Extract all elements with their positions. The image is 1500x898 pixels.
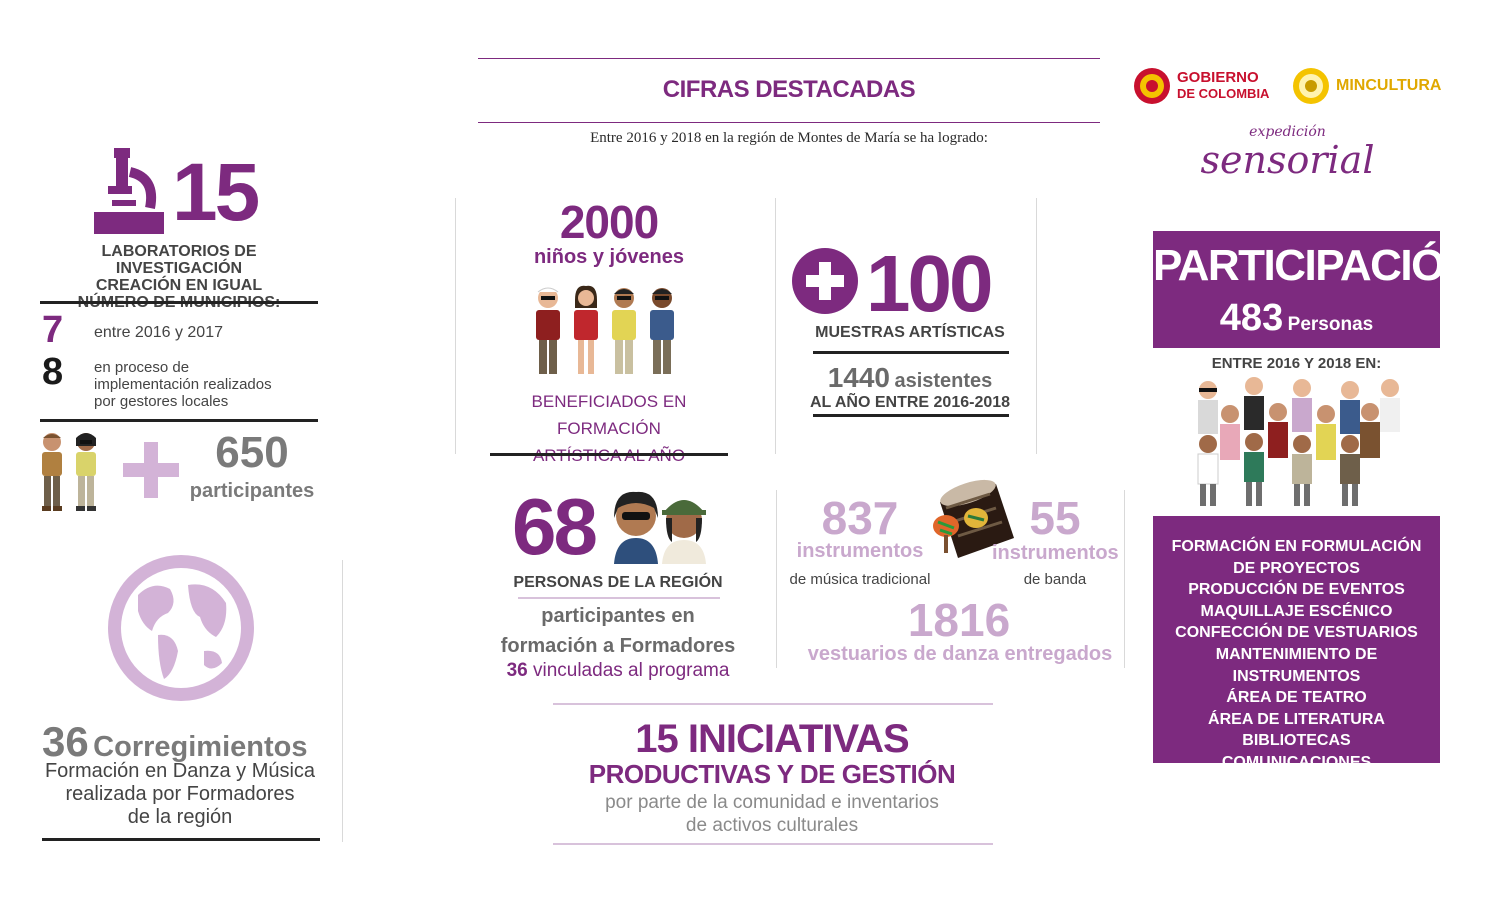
labs-stat2-number: 8 xyxy=(42,351,64,393)
participacion-list-item: MANTENIMIENTO DE INSTRUMENTOS xyxy=(1215,645,1378,685)
mincultura-logo-text: MINCULTURA xyxy=(1336,77,1442,94)
participacion-count: 483 Personas xyxy=(1219,297,1374,339)
participacion-list-item: DE PROYECTOS xyxy=(1233,559,1360,577)
participacion-period: ENTRE 2016 Y 2018 EN: xyxy=(1211,355,1382,372)
colombia-seal-icon xyxy=(1133,67,1171,105)
muestras-rule-2 xyxy=(813,414,1009,417)
muestras-number: 100 xyxy=(866,239,991,328)
participacion-list-item: ÁREA DE TEATRO xyxy=(1226,689,1367,707)
instruments-right-divider xyxy=(1124,490,1125,668)
two-people-icon xyxy=(38,430,104,512)
banda-label: instrumentos xyxy=(992,542,1119,564)
participacion-list-item: FORMACIÓN EN FORMULACIÓN xyxy=(1171,538,1422,555)
iniciativas-title: 15 INICIATIVAS xyxy=(635,717,909,761)
formadores-description: participantes en formación a Formadores xyxy=(500,605,736,657)
participacion-list-item: BIBLIOTECAS xyxy=(1242,732,1351,750)
trad-label: instrumentos xyxy=(796,540,924,562)
plus-circle-icon xyxy=(792,248,858,314)
vestuarios-label: vestuarios de danza entregados xyxy=(807,643,1113,665)
formadores-rule xyxy=(518,597,720,599)
participants-number: 650 xyxy=(215,428,289,477)
attendees-period: AL AÑO ENTRE 2016-2018 xyxy=(809,394,1011,411)
muestras-label: MUESTRAS ARTÍSTICAS xyxy=(815,324,1005,341)
page-title: CIFRAS DESTACADAS xyxy=(662,76,916,103)
labs-number: 15 xyxy=(172,147,258,238)
expedicion-logo-big: sensorial xyxy=(1200,138,1375,182)
formadores-label: PERSONAS DE LA REGIÓN xyxy=(513,574,723,591)
plus-icon xyxy=(123,442,179,498)
mincultura-seal-icon xyxy=(1292,67,1330,105)
ninos-label: niños y jóvenes xyxy=(533,246,685,268)
participants-label: participantes xyxy=(189,480,315,502)
participacion-title: PARTICIPACIÓN xyxy=(1153,241,1475,290)
header-bottom-rule xyxy=(478,122,1100,123)
iniciativas-bottom-rule xyxy=(553,843,993,845)
two-formadores-icon xyxy=(610,488,708,564)
expedicion-logo-small: expedición xyxy=(1249,124,1326,140)
center-right-divider xyxy=(1036,198,1037,454)
corregimientos-heading: 36 Corregimientos xyxy=(42,718,308,765)
center-left-divider xyxy=(455,198,456,454)
participacion-list-item: MAQUILLAJE ESCÉNICO xyxy=(1200,602,1393,620)
labs-stat2-text: en proceso de implementación realizados por gestores locales xyxy=(94,359,272,410)
participacion-list-item: COMUNICACIONES xyxy=(1221,753,1372,771)
muestras-rule-1 xyxy=(813,351,1009,354)
ninos-description: BENEFICIADOS EN FORMACIÓN xyxy=(531,392,687,438)
ninos-number: 2000 xyxy=(559,196,659,248)
gobierno-logo-text: GOBIERNO DE COLOMBIA xyxy=(1177,69,1270,101)
participacion-list-item: ÁREA DE LITERATURA xyxy=(1208,710,1385,728)
center-mid-divider xyxy=(775,198,776,454)
labs-stat1-text: entre 2016 y 2017 xyxy=(94,324,223,341)
iniciativas-subtitle: PRODUCTIVAS Y DE GESTIÓN xyxy=(588,759,956,789)
participacion-list-box xyxy=(1153,516,1440,771)
labs-description: LABORATORIOS DE INVESTIGACIÓN CREACIÓN EN IGUAL xyxy=(95,243,263,294)
participacion-header-box xyxy=(1153,231,1475,348)
corregimientos-description: Formación en Danza y Música realizada por Formadores de la región xyxy=(44,760,316,828)
trad-description: de música tradicional xyxy=(789,571,931,588)
participacion-list-item: CONFECCIÓN DE VESTUARIOS xyxy=(1175,624,1418,642)
participacion-list-item: PRODUCCIÓN DE EVENTOS xyxy=(1188,581,1405,599)
banda-description: de banda xyxy=(1023,571,1087,588)
attendees-line: 1440 asistentes xyxy=(827,362,993,393)
left-divider xyxy=(342,560,343,842)
labs-stat1-number: 7 xyxy=(42,309,64,351)
banda-number: 55 xyxy=(1029,492,1081,544)
microscope-icon xyxy=(94,148,164,234)
header-top-rule xyxy=(478,58,1100,59)
children-group-icon xyxy=(532,284,684,382)
formadores-linked: 36 vinculadas al programa xyxy=(506,660,730,681)
crowd-icon xyxy=(1190,374,1405,508)
ninos-rule xyxy=(490,453,728,456)
labs-rule-2 xyxy=(40,419,318,422)
vestuarios-number: 1816 xyxy=(907,594,1011,646)
page-subtitle: Entre 2016 y 2018 en la región de Montes de María se ha logrado: xyxy=(590,130,988,146)
formadores-number: 68 xyxy=(512,482,595,571)
participacion-list xyxy=(1153,536,1440,774)
globe-icon xyxy=(108,555,254,701)
iniciativas-top-rule xyxy=(553,703,993,705)
trad-number: 837 xyxy=(821,492,899,544)
corregimientos-rule xyxy=(42,838,320,841)
labs-rule-1 xyxy=(40,301,318,304)
iniciativas-description: por parte de la comunidad e inventarios de activos culturales xyxy=(605,792,939,836)
